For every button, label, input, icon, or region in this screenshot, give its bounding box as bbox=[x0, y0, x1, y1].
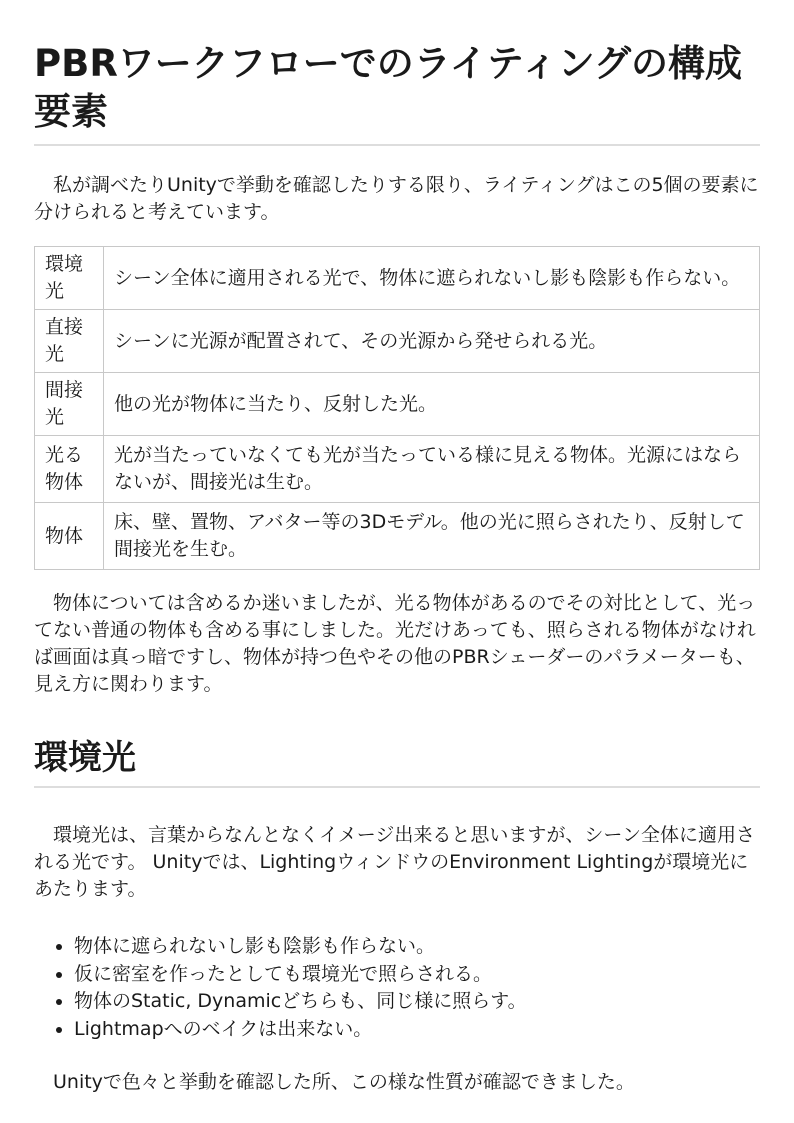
closing-paragraph: Unityで色々と挙動を確認した所、この様な性質が確認できました。 bbox=[53, 1071, 635, 1093]
table-cell-description: 他の光が物体に当たり、反射した光。 bbox=[104, 373, 760, 436]
lighting-elements-table bbox=[34, 246, 760, 570]
table-cell-term: 間接光 bbox=[35, 373, 104, 436]
environment-light-properties-list bbox=[34, 933, 760, 1043]
intro-paragraph: 私が調べたりUnityで挙動を確認したりする限り、ライティングはこの5個の要素に分けられると考えています。 bbox=[34, 174, 759, 223]
page-title: PBRワークフローでのライティングの構成要素 bbox=[34, 40, 760, 146]
objects-note-paragraph: 物体については含めるか迷いましたが、光る物体があるのでその対比として、光ってない普通の物体も含める事にしました。光だけあっても、照らされる物体がなければ画面は真っ暗ですし、物体が持つ色やその他のPBRシェーダーのパラメーターも、見え方に関わります。 bbox=[34, 592, 756, 695]
table-row bbox=[35, 247, 760, 310]
table-row bbox=[35, 373, 760, 436]
list-item: • 物体に遮られないし影も陰影も作らない。 bbox=[74, 933, 760, 961]
table-cell-term: 物体 bbox=[35, 503, 104, 570]
table-row bbox=[35, 503, 760, 570]
list-item: • 仮に密室を作ったとしても環境光で照らされる。 bbox=[74, 961, 760, 989]
table-cell-term: 直接光 bbox=[35, 310, 104, 373]
table-cell-description: シーンに光源が配置されて、その光源から発せられる光。 bbox=[104, 310, 760, 373]
list-item: • Lightmapへのベイクは出来ない。 bbox=[74, 1016, 760, 1044]
table-cell-description: シーン全体に適用される光で、物体に遮られないし影も陰影も作らない。 bbox=[104, 247, 760, 310]
table-cell-term: 環境光 bbox=[35, 247, 104, 310]
table-cell-term: 光る物体 bbox=[35, 436, 104, 503]
table-cell-description: 光が当たっていなくても光が当たっている様に見える物体。光源にはならないが、間接光は生む。 bbox=[104, 436, 760, 503]
table-row bbox=[35, 436, 760, 503]
environment-light-paragraph: 環境光は、言葉からなんとなくイメージ出来ると思いますが、シーン全体に適用される光です。 Unityでは、LightingウィンドウのEnvironment Lightingが環境光にあたります。 bbox=[34, 824, 756, 900]
section-heading-environment-light: 環境光 bbox=[34, 736, 760, 788]
table-cell-description: 床、壁、置物、アバター等の3Dモデル。他の光に照らされたり、反射して間接光を生む。 bbox=[104, 503, 760, 570]
table-row bbox=[35, 310, 760, 373]
list-item: • 物体のStatic, Dynamicどちらも、同じ様に照らす。 bbox=[74, 988, 760, 1016]
